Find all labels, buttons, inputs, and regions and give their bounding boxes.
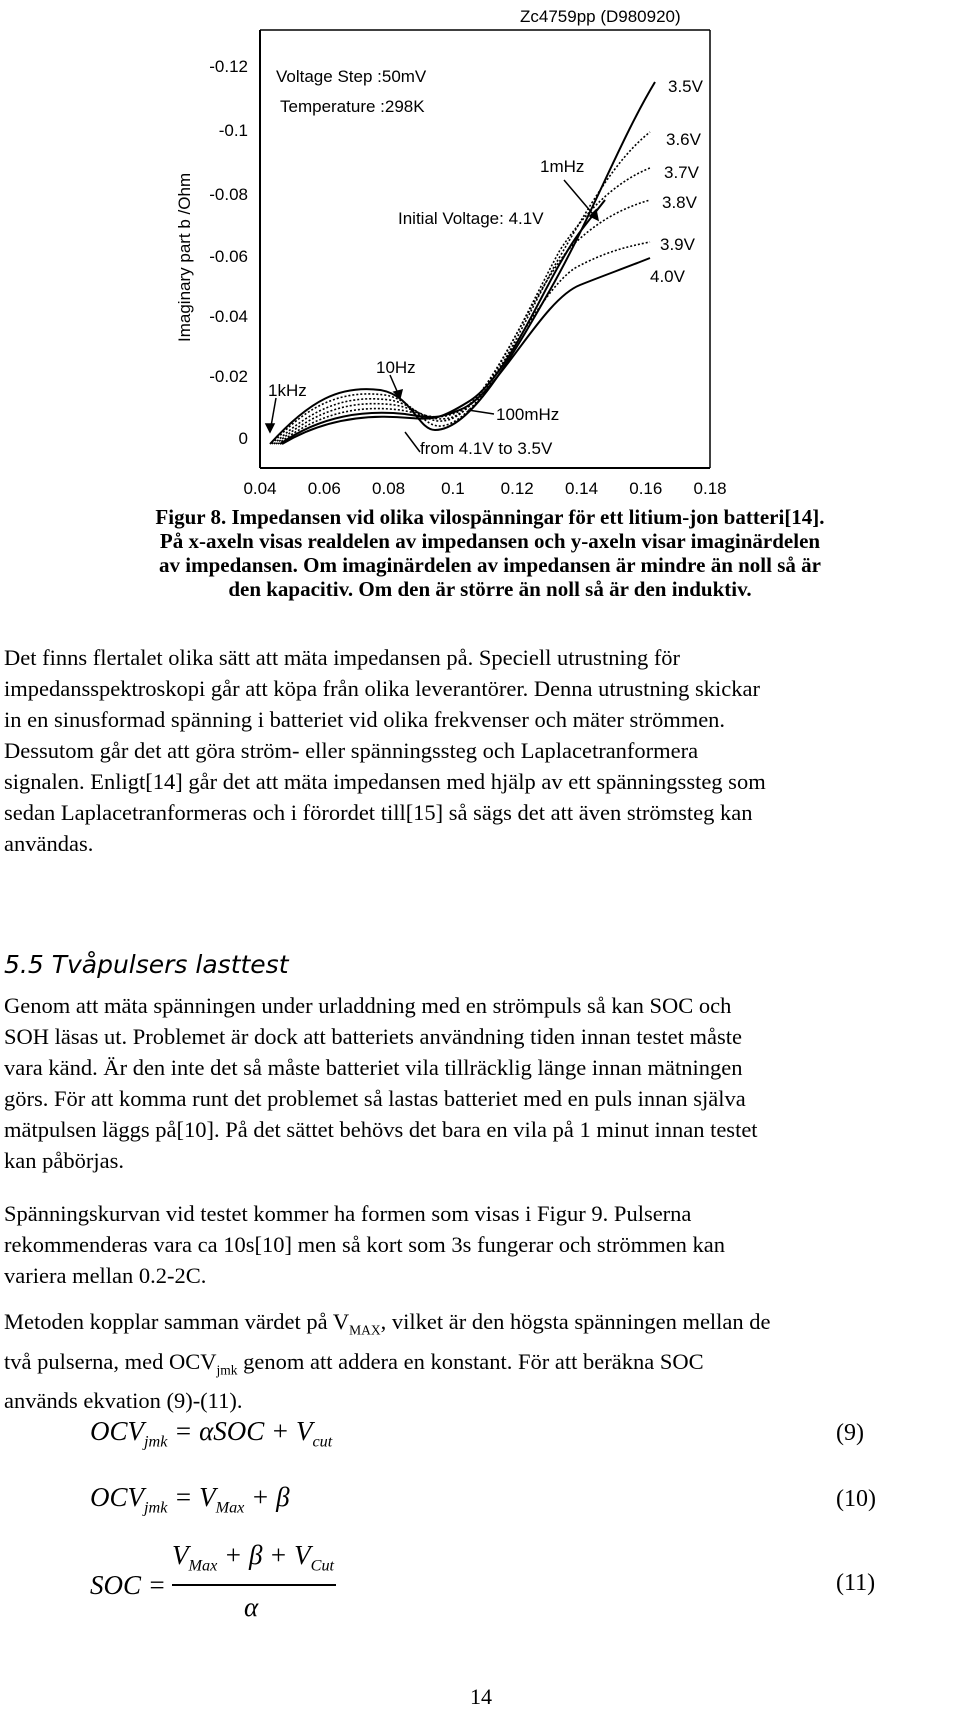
x-tick-labels — [243, 479, 726, 498]
label-10hz: 10Hz — [376, 358, 416, 377]
eq-sub: Cut — [310, 1556, 335, 1575]
caption-line: av impedansen. Om imaginärdelen av impedansen är mindre än noll så är — [159, 553, 821, 577]
text-line: SOH läsas ut. Problemet är dock att batteriets användning tiden innan testet måste — [4, 1024, 742, 1049]
text-fragment: genom att addera en konstant. För att beräkna SOC — [237, 1348, 704, 1374]
eq-sub: jmk — [144, 1498, 168, 1517]
y-tick-labels — [209, 57, 248, 448]
voltage-label-3.5v: 3.5V — [668, 77, 703, 96]
eq-term: V — [172, 1540, 189, 1570]
section-heading: 5.5 Tvåpulsers lasttest — [4, 950, 289, 979]
voltage-label-3.8v: 3.8V — [662, 193, 697, 212]
text-line: användas. — [4, 831, 94, 856]
text-line: Spänningskurvan vid testet kommer ha formen som visas i Figur 9. Pulserna — [4, 1201, 692, 1226]
corner-label: Zc4759pp (D980920) — [520, 7, 681, 26]
text-line: används ekvation (9)-(11). — [4, 1388, 243, 1413]
fraction-bar — [172, 1584, 336, 1586]
impedance-chart — [150, 0, 790, 530]
y-tick-label: -0.04 — [209, 307, 248, 326]
caption-line: På x-axeln visas realdelen av impedansen och y-axeln visar imaginärdelen — [159, 529, 821, 553]
voltage-label-3.6v: 3.6V — [666, 130, 701, 149]
text-line: Genom att mäta spänningen under urladdning med en strömpuls så kan SOC och — [4, 993, 732, 1018]
eq-sub: Max — [188, 1556, 218, 1575]
voltage-label-4.0v: 4.0V — [650, 267, 685, 286]
page-number: 14 — [470, 1684, 492, 1709]
text-fragment: två pulserna, med OCV — [4, 1348, 217, 1374]
equation-number-10: (10) — [836, 1486, 876, 1512]
x-tick-label: 0.04 — [243, 479, 277, 498]
x-tick-label: 0.16 — [629, 479, 663, 498]
text-line: Dessutom går det att göra ström- eller spänningssteg och Laplacetranformera — [4, 738, 699, 763]
equation-11-denominator: α — [244, 1592, 259, 1622]
x-tick-label: 0.1 — [441, 479, 465, 498]
equation-number-11: (11) — [836, 1570, 876, 1596]
label-sweep: from 4.1V to 3.5V — [420, 439, 553, 458]
text-fragment: Metoden kopplar samman värdet på V — [4, 1309, 350, 1334]
text-line: rekommenderas vara ca 10s[10] men så kort som 3s fungerar och strömmen kan — [4, 1232, 726, 1257]
subscript: MAX — [349, 1322, 381, 1338]
equation-11-numerator — [172, 1540, 334, 1575]
equation-10 — [90, 1482, 290, 1517]
voltage-label-3.7v: 3.7V — [664, 163, 699, 182]
impedance-curves — [270, 82, 655, 444]
label-1khz: 1kHz — [268, 381, 307, 400]
text-line: variera mellan 0.2-2C. — [4, 1263, 207, 1288]
text-line: sedan Laplacetranformeras och i förordet till[15] så sägs det att även strömsteg kan — [4, 800, 753, 825]
y-axis-title: Imaginary part b /Ohm — [175, 172, 194, 342]
label-100mhz: 100mHz — [496, 405, 560, 424]
legend-voltage-step: Voltage Step :50mV — [276, 67, 427, 86]
y-tick-label: -0.08 — [209, 185, 248, 204]
x-tick-label: 0.06 — [307, 479, 341, 498]
eq-sub: cut — [312, 1432, 333, 1451]
equation-number-9: (9) — [836, 1420, 864, 1446]
arrow-sweep — [405, 432, 420, 452]
caption-line: den kapacitiv. Om den är större än noll så är den induktiv. — [228, 577, 752, 601]
x-tick-label: 0.18 — [693, 479, 727, 498]
x-tick-label: 0.08 — [372, 479, 406, 498]
y-tick-label: -0.02 — [209, 367, 248, 386]
text-line: signalen. Enligt[14] går det att mäta impedansen med hjälp av ett spänningssteg som — [4, 769, 766, 794]
paragraph-two-pulse-intro — [4, 990, 956, 1176]
eq-rhs: = V — [174, 1482, 216, 1512]
text-fragment: , vilket är den högsta spänningen mellan de — [380, 1309, 771, 1334]
eq-sub: jmk — [144, 1432, 168, 1451]
text-line: vara känd. Är den inte det så måste batteriet vila tillräcklig länge innan mätningen — [4, 1055, 743, 1080]
y-tick-label: -0.12 — [209, 57, 248, 76]
arrowhead-10hz — [394, 390, 402, 398]
eq-sub: Max — [215, 1498, 245, 1517]
y-tick-label: 0 — [238, 429, 248, 448]
eq-rhs-tail: + β — [251, 1482, 290, 1512]
legend-temperature: Temperature :298K — [280, 97, 425, 116]
label-initial-voltage: Initial Voltage: 4.1V — [398, 209, 544, 228]
text-line: in en sinusformad spänning i batteriet vid olika frekvenser och mäter strömmen. — [4, 707, 726, 732]
eq-lhs: OCV — [90, 1416, 144, 1446]
paragraph-voltage-curve — [4, 1198, 956, 1291]
eq-lhs: OCV — [90, 1482, 144, 1512]
equation-9 — [90, 1416, 332, 1451]
eq-rhs: = αSOC + V — [174, 1416, 313, 1446]
text-line — [4, 1346, 956, 1386]
subscript: jmk — [216, 1362, 238, 1377]
arrow-100mhz — [468, 410, 494, 414]
eq-term: + β + V — [224, 1540, 311, 1570]
y-tick-label: -0.1 — [218, 121, 248, 140]
label-1mhz: 1mHz — [540, 157, 585, 176]
text-line: görs. För att komma runt det problemet så lastas batteriet med en puls innan själva — [4, 1086, 746, 1111]
voltage-label-3.9v: 3.9V — [660, 235, 695, 254]
paragraph-method — [4, 1306, 956, 1416]
text-line: mätpulsen läggs på[10]. På det sättet behövs det bara en vila på 1 minut innan testet — [4, 1117, 758, 1142]
figure-caption — [120, 505, 860, 601]
text-line: Det finns flertalet olika sätt att mäta impedansen på. Speciell utrustning för — [4, 645, 681, 670]
text-line: kan påbörjas. — [4, 1148, 124, 1173]
text-line — [4, 1306, 956, 1346]
arrowhead-1khz — [266, 424, 274, 432]
equation-11-lhs: SOC = — [90, 1570, 166, 1600]
x-tick-label: 0.12 — [500, 479, 534, 498]
paragraph-impedance-methods — [4, 642, 956, 859]
x-tick-label: 0.14 — [564, 479, 599, 498]
caption-line: Figur 8. Impedansen vid olika vilospänningar för ett litium-jon batteri[14]. — [155, 505, 825, 529]
curve-3.5v — [270, 82, 655, 444]
y-tick-label: -0.06 — [209, 247, 248, 266]
text-line: impedansspektroskopi går att köpa från olika leverantörer. Denna utrustning skickar — [4, 676, 761, 701]
